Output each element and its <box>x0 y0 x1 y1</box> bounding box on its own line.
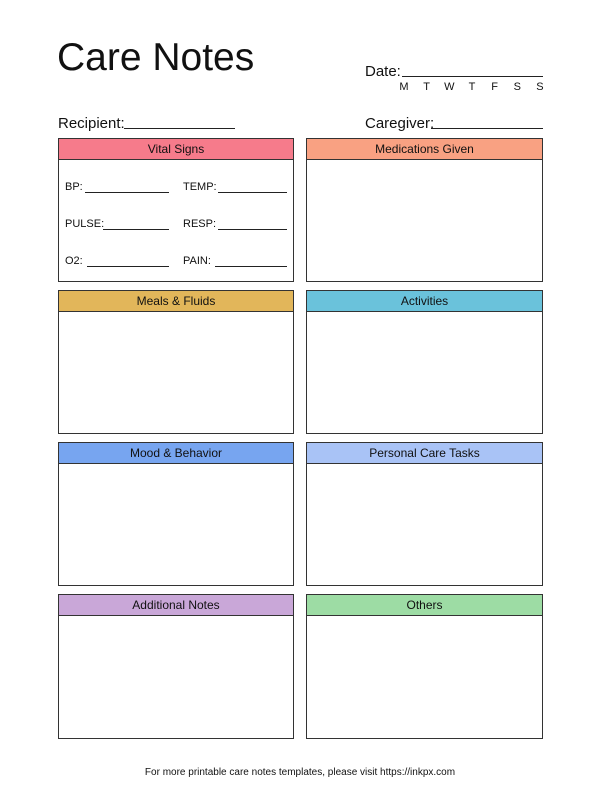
mood-header: Mood & Behavior <box>59 443 293 464</box>
temp-input-line[interactable] <box>218 192 287 193</box>
o2-label: O2: <box>65 255 83 267</box>
vital-signs-header: Vital Signs <box>59 139 293 160</box>
additional-notes-header: Additional Notes <box>59 595 293 616</box>
weekday-mon[interactable]: M <box>399 81 409 93</box>
meals-header: Meals & Fluids <box>59 291 293 312</box>
pain-input-line[interactable] <box>215 266 287 267</box>
weekday-tue[interactable]: T <box>423 81 431 93</box>
footer-text: For more printable care notes templates, please visit https://inkpx.com <box>144 767 456 778</box>
activities-section[interactable] <box>306 290 543 434</box>
others-header: Others <box>307 595 542 616</box>
medications-header: Medications Given <box>307 139 542 160</box>
date-input-line[interactable] <box>402 76 543 77</box>
weekday-wed[interactable]: W <box>444 81 455 93</box>
caregiver-label: Caregiver: <box>365 115 435 132</box>
caregiver-input-line[interactable] <box>431 128 543 129</box>
activities-header: Activities <box>307 291 542 312</box>
bp-label: BP: <box>65 181 83 193</box>
pulse-label: PULSE: <box>65 218 105 230</box>
resp-label: RESP: <box>183 218 217 230</box>
recipient-input-line[interactable] <box>124 128 235 129</box>
vital-signs-section <box>58 138 294 282</box>
additional-notes-section[interactable] <box>58 594 294 739</box>
o2-input-line[interactable] <box>87 266 169 267</box>
mood-section[interactable] <box>58 442 294 586</box>
personal-care-header: Personal Care Tasks <box>307 443 542 464</box>
date-label: Date: <box>365 63 401 80</box>
weekday-row <box>397 81 547 93</box>
medications-section[interactable] <box>306 138 543 282</box>
pain-label: PAIN: <box>183 255 211 267</box>
resp-input-line[interactable] <box>218 229 287 230</box>
temp-label: TEMP: <box>183 181 217 193</box>
weekday-thu[interactable]: T <box>468 81 476 93</box>
weekday-fri[interactable]: F <box>491 81 498 93</box>
pulse-input-line[interactable] <box>103 229 169 230</box>
others-section[interactable] <box>306 594 543 739</box>
page-title: Care Notes <box>57 36 255 79</box>
bp-input-line[interactable] <box>85 192 169 193</box>
personal-care-section[interactable] <box>306 442 543 586</box>
meals-section[interactable] <box>58 290 294 434</box>
recipient-label: Recipient: <box>58 115 125 132</box>
weekday-sun[interactable]: S <box>536 81 544 93</box>
weekday-sat[interactable]: S <box>513 81 521 93</box>
